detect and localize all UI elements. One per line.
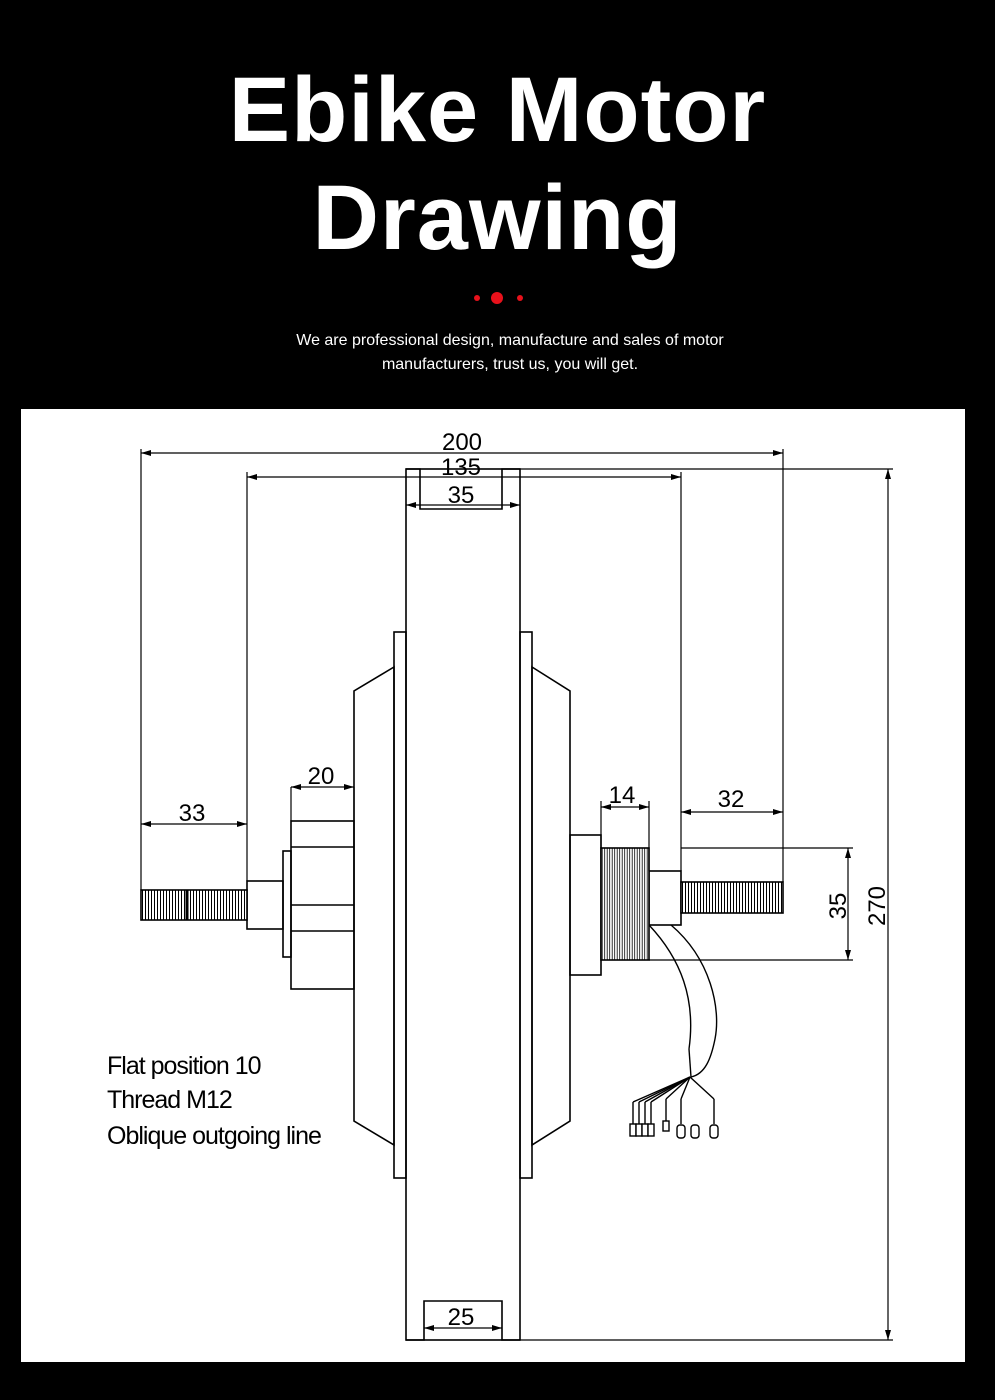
page-title-line-1: Ebike Motor <box>228 59 767 161</box>
dim-270-label: 270 <box>864 885 891 927</box>
dim-33-label: 33 <box>178 800 206 827</box>
dim-14-label: 14 <box>608 782 636 809</box>
right-boss <box>570 835 601 975</box>
left-washer <box>247 881 283 929</box>
page-title-line-2: Drawing <box>312 167 683 269</box>
dim-20-label: 20 <box>307 763 335 790</box>
dim-135-label: 135 <box>440 454 482 481</box>
cable-connectors <box>630 1121 718 1138</box>
dot-large-center <box>491 292 503 304</box>
subtitle-line-1: We are professional design, manufacture and sales of motor <box>296 332 724 349</box>
decorative-dots <box>0 290 995 306</box>
left-flange <box>394 632 406 1178</box>
dot-small-right <box>517 295 523 301</box>
dim-35-vertical-label: 35 <box>825 892 852 920</box>
right-hub-shell <box>532 667 570 1145</box>
dim-35-top-label: 35 <box>447 482 475 509</box>
note-thread: Thread M12 <box>107 1086 232 1114</box>
right-washer <box>649 871 681 925</box>
dim-32-label: 32 <box>717 786 745 813</box>
note-flat-position: Flat position 10 <box>107 1052 261 1080</box>
dot-small-left <box>474 295 480 301</box>
note-outgoing-line: Oblique outgoing line <box>107 1122 321 1150</box>
drawing-panel <box>21 409 965 1362</box>
left-hub-shell <box>354 667 394 1145</box>
right-hub-thread <box>601 848 649 960</box>
dim-25-label: 25 <box>447 1304 475 1331</box>
dim-200-label: 200 <box>441 429 483 456</box>
left-axle-thread <box>141 890 247 920</box>
rim-outline <box>406 469 520 1340</box>
motor-drawing <box>21 409 965 1362</box>
subtitle-line-2: manufacturers, trust us, you will get. <box>381 356 639 373</box>
right-axle-thread <box>681 882 783 913</box>
left-hex-nut <box>283 851 291 957</box>
right-flange <box>520 632 532 1178</box>
